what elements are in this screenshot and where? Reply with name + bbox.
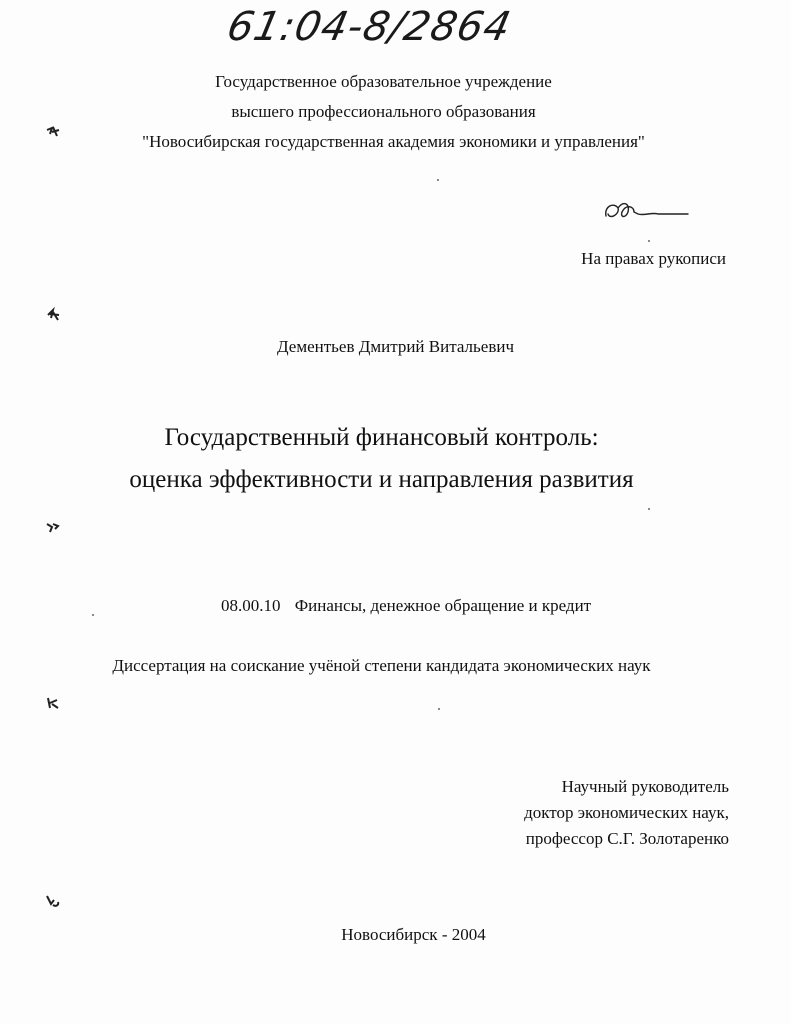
supervisor-block bbox=[524, 774, 729, 852]
margin-mark-icon bbox=[44, 694, 62, 712]
signature-scribble bbox=[600, 194, 690, 228]
city-year: Новосибирск - 2004 bbox=[341, 925, 486, 944]
supervisor-role: Научный руководитель bbox=[561, 777, 729, 796]
scan-speck bbox=[92, 614, 94, 616]
scan-speck bbox=[648, 508, 650, 510]
specialty bbox=[221, 596, 591, 616]
margin-mark-icon bbox=[44, 306, 62, 324]
archive-code-handwritten: 61:04-8/2864 bbox=[223, 4, 516, 50]
scan-speck bbox=[438, 708, 440, 710]
margin-mark-icon bbox=[44, 892, 62, 910]
institution-line-1: Государственное образовательное учреждение bbox=[215, 72, 552, 91]
specialty-name: Финансы, денежное обращение и кредит bbox=[294, 596, 592, 615]
manuscript-rights-note: На правах рукописи bbox=[581, 249, 726, 268]
author-name: Дементьев Дмитрий Витальевич bbox=[276, 337, 514, 356]
scan-speck bbox=[437, 179, 439, 181]
supervisor-name: профессор С.Г. Золотаренко bbox=[525, 829, 729, 848]
scan-speck bbox=[648, 240, 650, 242]
degree-statement: Диссертация на соискание учёной степени кандидата экономических наук bbox=[112, 656, 651, 675]
specialty-code: 08.00.10 bbox=[221, 596, 281, 615]
institution-line-2: высшего профессионального образования bbox=[231, 102, 536, 121]
institution-line-3: "Новосибирская государственная академия экономики и управления" bbox=[142, 132, 645, 151]
supervisor-degree: доктор экономических наук, bbox=[524, 803, 729, 822]
margin-mark-icon bbox=[44, 519, 62, 537]
thesis-title-line-2: оценка эффективности и направления развития bbox=[129, 466, 634, 493]
thesis-title-line-1: Государственный финансовый контроль: bbox=[164, 424, 599, 451]
margin-mark-icon bbox=[44, 124, 62, 142]
